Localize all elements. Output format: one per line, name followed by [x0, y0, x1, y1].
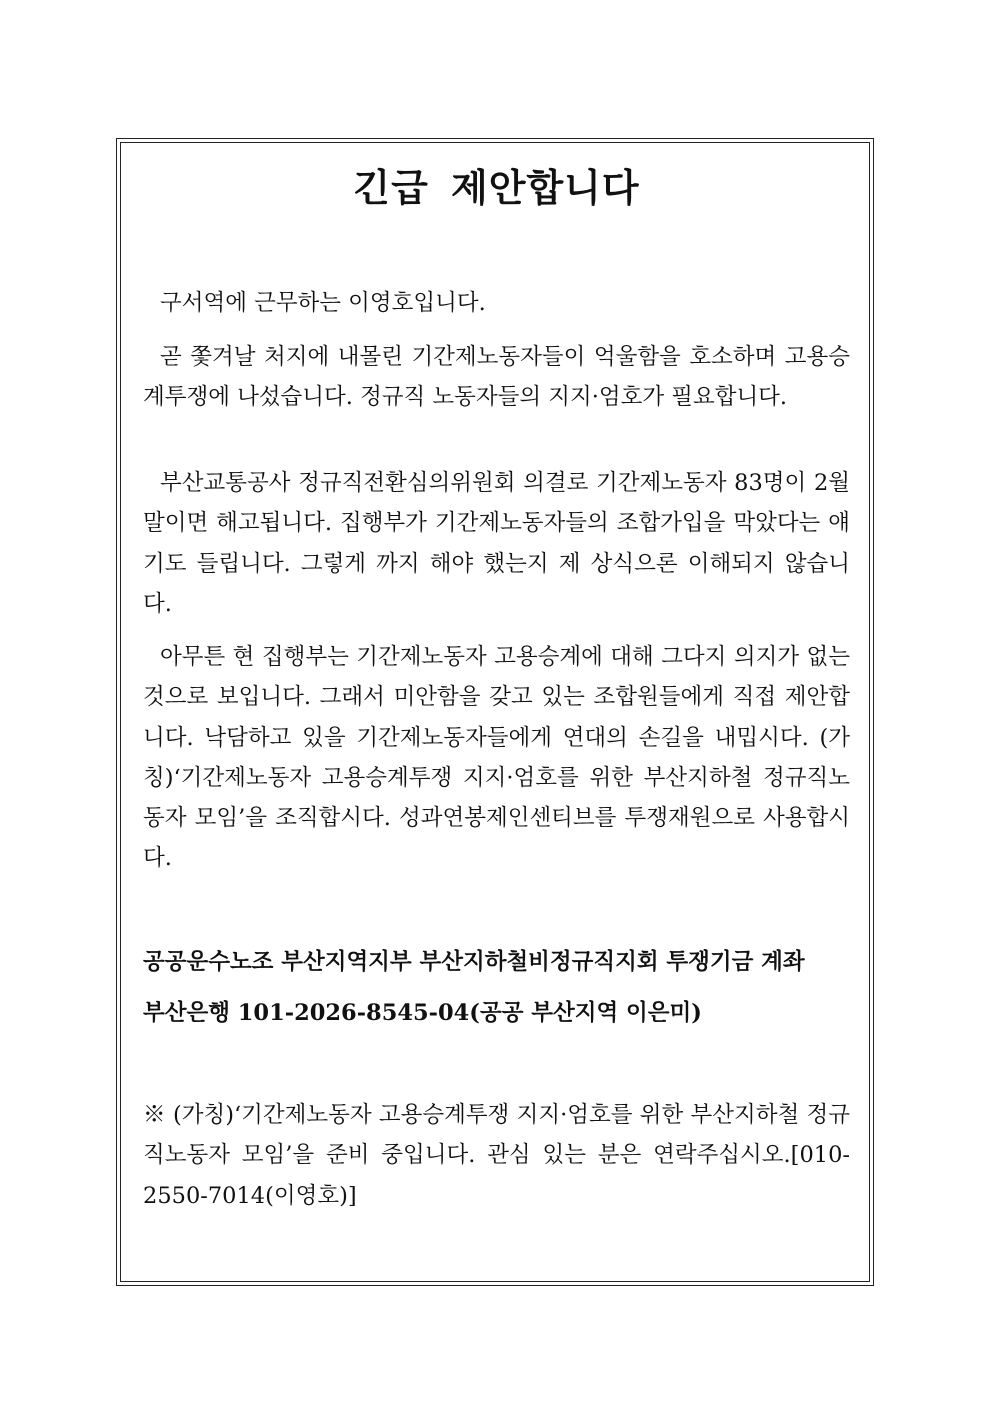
account-number-line: 부산은행 101-2026-8545-04(공공 부산지역 이은미) [143, 1000, 702, 1026]
paragraph-intro: 구서역에 근무하는 이영호입니다. [160, 290, 486, 316]
document-body [143, 160, 850, 1209]
paragraph-appeal: 곧 쫓겨날 처지에 내몰린 기간제노동자들이 억울함을 호소하며 고용승계투쟁에 나섰습니다. 정규직 노동자들의 지지·엄호가 필요합니다. [143, 344, 850, 411]
paragraph-dismissal: 부산교통공사 정규직전환심의위원회 의결로 기간제노동자 83명이 2월 말이면 해고됩니다. 집행부가 기간제노동자들의 조합가입을 막았다는 얘기도 들립니다. 그렇게 까지 해야 했는지 제 상식으론 이해되지 않습니다. [143, 470, 850, 617]
contact-note: ※ (가칭)‘기간제노동자 고용승계투쟁 지지·엄호를 위한 부산지하철 정규직노동자 모임’을 준비 중입니다. 관심 있는 분은 연락주십시오.[010-2550-7014(이영호)] [143, 1102, 850, 1209]
account-holder-line: 공공운수노조 부산지역지부 부산지하철비정규직지회 투쟁기금 계좌 [143, 949, 805, 975]
paragraph-proposal: 아무튼 현 집행부는 기간제노동자 고용승계에 대해 그다지 의지가 없는 것으로 보입니다. 그래서 미안함을 갖고 있는 조합원들에게 직접 제안합니다. 낙담하고 있을 기간제노동자들에게 연대의 손길을 내밉시다. (가칭)‘기간제노동자 고용승계투쟁 지지·엄호를 위한 부산지하철 정규직노동자 모임’을 조직합시다. 성과연봉제인센티브를 투쟁재원으로 사용합시다. [143, 644, 850, 872]
document-title: 긴급 제안합니다 [353, 165, 640, 210]
